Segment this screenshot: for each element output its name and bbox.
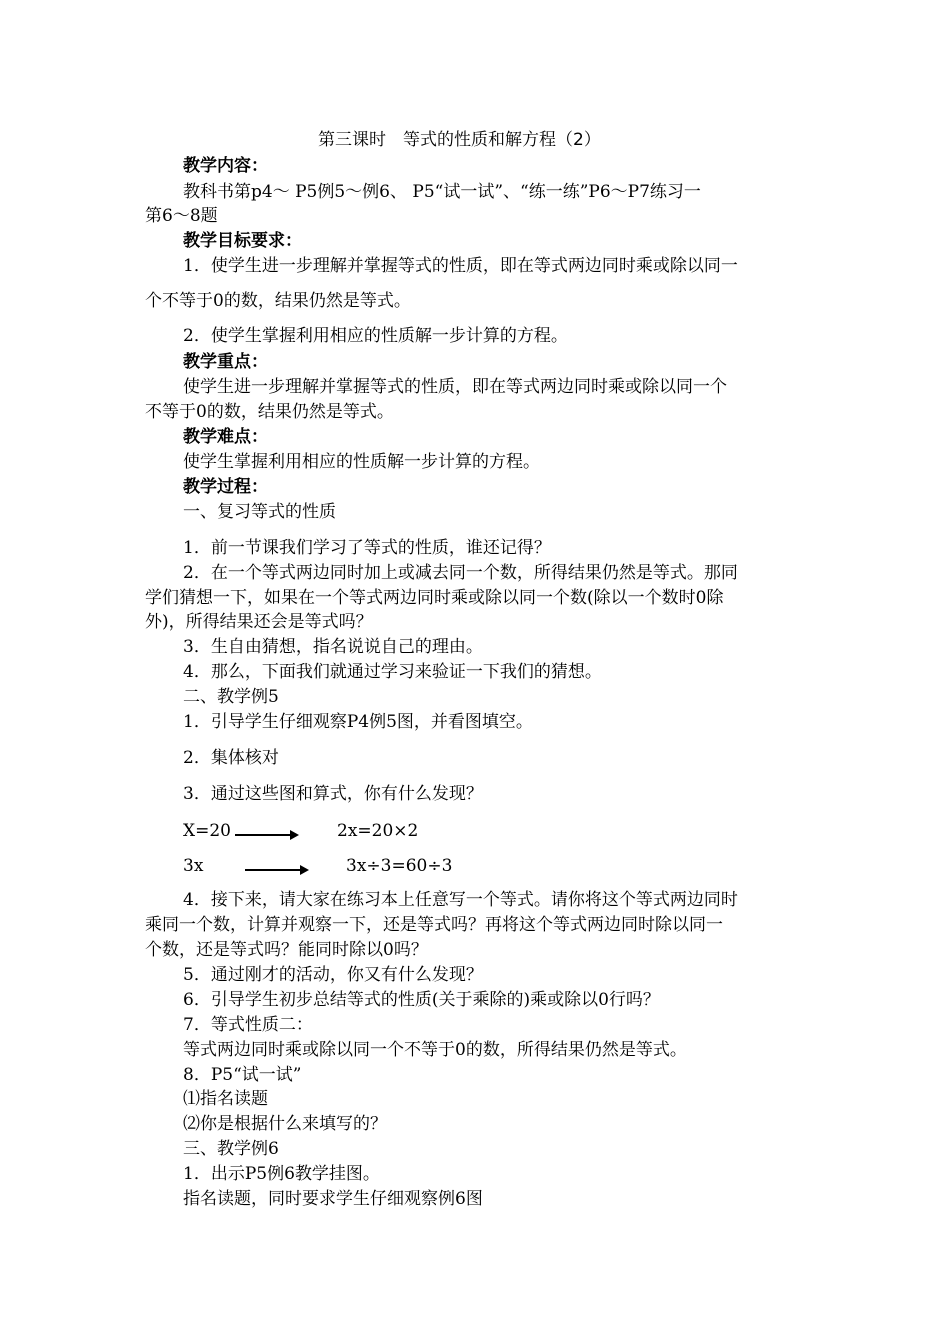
process-line: 2．集体核对 bbox=[183, 748, 279, 768]
goals-heading: 教学目标要求： bbox=[183, 231, 302, 251]
process-line: 个数，还是等式吗？能同时除以0吗？ bbox=[145, 940, 428, 960]
goal-line: 1．使学生进一步理解并掌握等式的性质，即在等式两边同时乘或除以同一 bbox=[183, 256, 738, 276]
difficulty-line: 使学生掌握利用相应的性质解一步计算的方程。 bbox=[183, 452, 540, 472]
difficulty-heading: 教学难点： bbox=[183, 427, 268, 447]
content-line: 教科书第p4～ P5例5～例6、 P5“试一试”、“练一练”P6～P7练习一 bbox=[183, 182, 701, 202]
process-line: 5．通过刚才的活动，你又有什么发现？ bbox=[183, 965, 483, 985]
equation-right: 2x=20×2 bbox=[337, 821, 419, 841]
process-line: 指名读题，同时要求学生仔细观察例6图 bbox=[183, 1189, 483, 1209]
right-arrow-icon bbox=[235, 834, 297, 836]
process-line: 外)，所得结果还会是等式吗？ bbox=[145, 612, 373, 632]
section-heading: 二、教学例5 bbox=[183, 687, 279, 707]
process-line: 等式两边同时乘或除以同一个不等于0的数，所得结果仍然是等式。 bbox=[183, 1040, 687, 1060]
process-line: 1．前一节课我们学习了等式的性质，谁还记得？ bbox=[183, 538, 551, 558]
process-line: 3．通过这些图和算式，你有什么发现？ bbox=[183, 784, 483, 804]
key-line: 使学生进一步理解并掌握等式的性质，即在等式两边同时乘或除以同一个 bbox=[183, 377, 727, 397]
process-line: 8．P5“试一试” bbox=[183, 1065, 302, 1085]
process-line: 6．引导学生初步总结等式的性质(关于乘除的)乘或除以0行吗？ bbox=[183, 990, 660, 1010]
page-title: 第三课时 等式的性质和解方程（2） bbox=[318, 130, 601, 150]
content-line: 第6～8题 bbox=[145, 206, 218, 226]
content-heading: 教学内容： bbox=[183, 156, 268, 176]
process-line: 1．引导学生仔细观察P4例5图，并看图填空。 bbox=[183, 712, 533, 732]
section-heading: 一、复习等式的性质 bbox=[183, 502, 336, 522]
process-heading: 教学过程： bbox=[183, 477, 268, 497]
goal-line: 2．使学生掌握利用相应的性质解一步计算的方程。 bbox=[183, 326, 568, 346]
section-heading: 三、教学例6 bbox=[183, 1139, 279, 1159]
process-line: ⑴指名读题 bbox=[183, 1089, 268, 1109]
process-line: 2．在一个等式两边同时加上或减去同一个数，所得结果仍然是等式。那同 bbox=[183, 563, 738, 583]
process-line: 4．那么，下面我们就通过学习来验证一下我们的猜想。 bbox=[183, 662, 602, 682]
equation-right: 3x÷3=60÷3 bbox=[346, 856, 453, 876]
process-line: 学们猜想一下，如果在一个等式两边同时乘或除以同一个数(除以一个数时0除 bbox=[145, 588, 724, 608]
process-line: 1．出示P5例6教学挂图。 bbox=[183, 1164, 380, 1184]
key-line: 不等于0的数，结果仍然是等式。 bbox=[145, 402, 394, 422]
right-arrow-icon bbox=[245, 869, 307, 871]
process-line: 4．接下来，请大家在练习本上任意写一个等式。请你将这个等式两边同时 bbox=[183, 890, 738, 910]
process-line: 3．生自由猜想，指名说说自己的理由。 bbox=[183, 637, 483, 657]
goal-line: 个不等于0的数，结果仍然是等式。 bbox=[145, 291, 411, 311]
process-line: 乘同一个数，计算并观察一下，还是等式吗？再将这个等式两边同时除以同一 bbox=[145, 915, 723, 935]
process-line: ⑵你是根据什么来填写的？ bbox=[183, 1114, 387, 1134]
equation-left: X=20 bbox=[183, 821, 231, 841]
process-line: 7．等式性质二： bbox=[183, 1015, 313, 1035]
equation-left: 3x bbox=[183, 856, 204, 876]
key-heading: 教学重点： bbox=[183, 352, 268, 372]
